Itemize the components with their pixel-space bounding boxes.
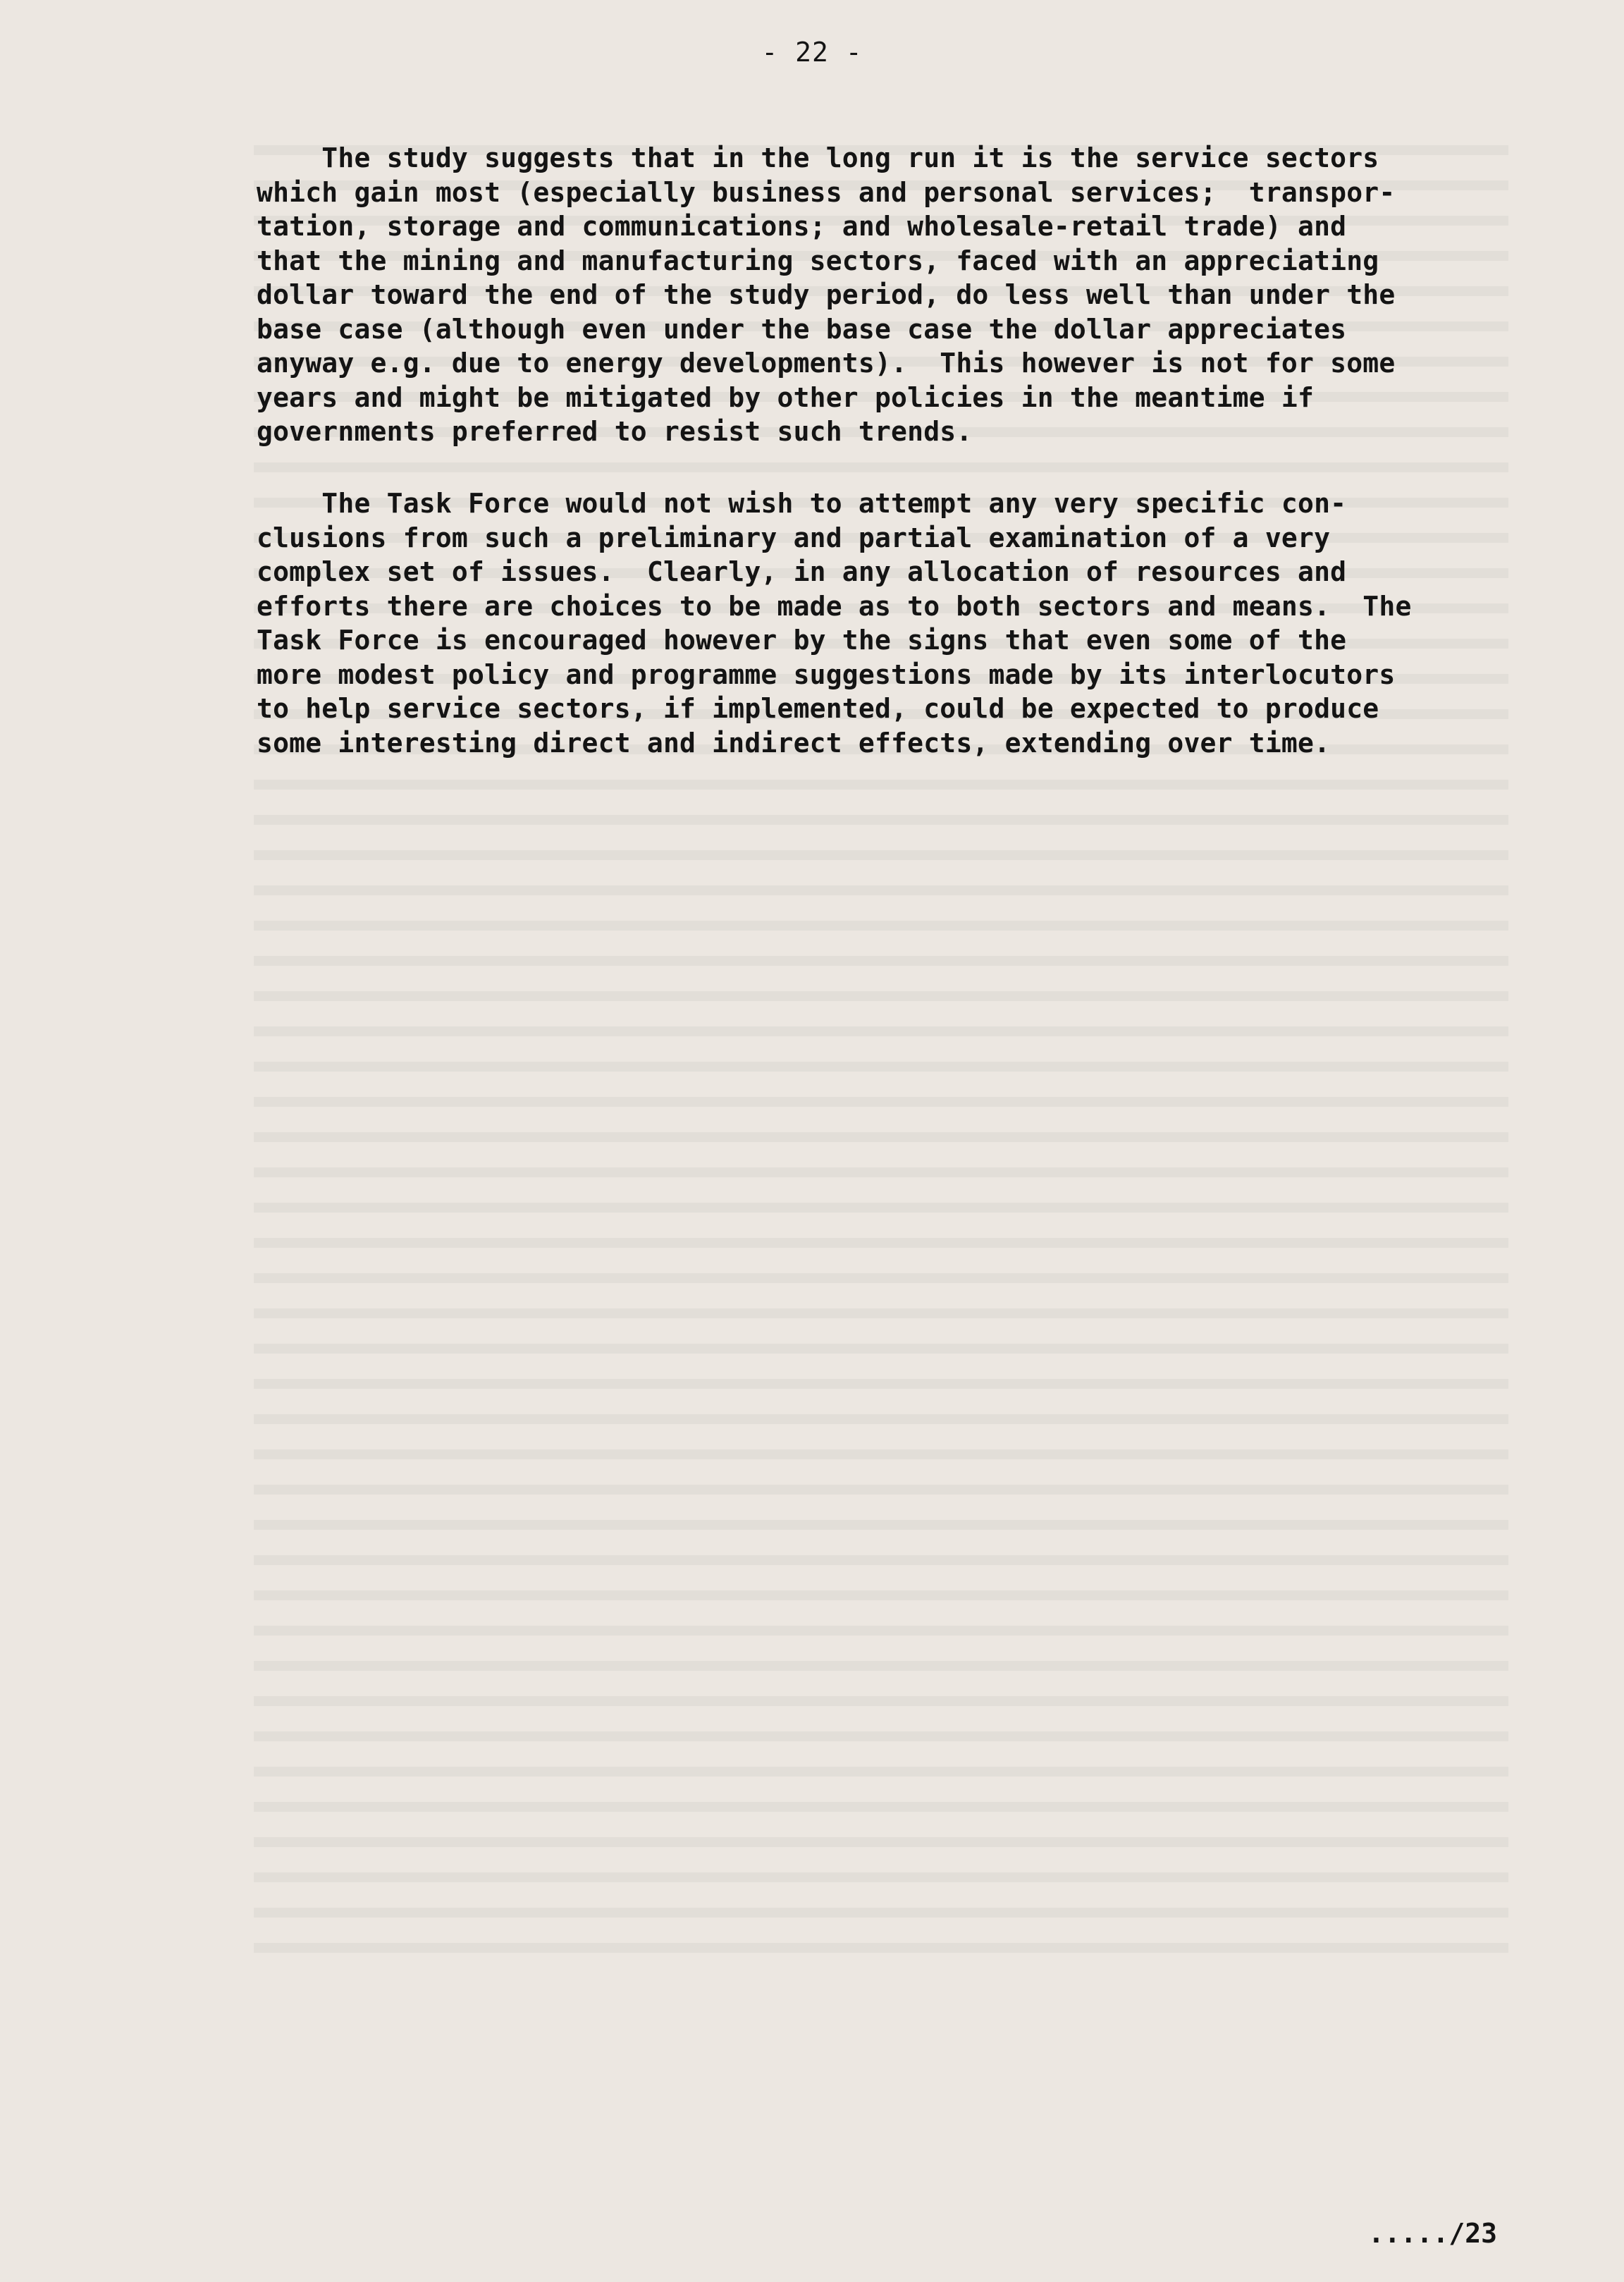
text-line: more modest policy and programme suggestions made by its interlocutors [257,658,1396,690]
page-number: - 22 - [761,37,863,68]
text-line: governments preferred to resist such trends. [257,416,973,447]
text-line: some interesting direct and indirect effects, extending over time. [257,727,1331,759]
text-line: clusions from such a preliminary and partial examination of a very [257,522,1331,553]
text-line: dollar toward the end of the study period, do less well than under the [257,279,1396,310]
text-line: to help service sectors, if implemented, could be expected to produce [257,693,1379,724]
paragraph-1 [257,141,1497,449]
text-line: that the mining and manufacturing sectors, faced with an appreciating [257,245,1379,276]
text-line: The study suggests that in the long run it is the service sectors [257,142,1379,173]
text-line: Task Force is encouraged however by the signs that even some of the [257,625,1347,656]
text-line: complex set of issues. Clearly, in any allocation of resources and [257,556,1347,587]
text-line: base case (although even under the base case the dollar appreciates [257,313,1347,345]
text-line: The Task Force would not wish to attempt any very specific con- [257,488,1347,519]
paragraph-2 [257,486,1497,760]
text-line: tation, storage and communications; and wholesale-retail trade) and [257,211,1347,242]
text-line: efforts there are choices to be made as to both sectors and means. The [257,590,1412,622]
text-line: years and might be mitigated by other policies in the meantime if [257,381,1315,413]
text-line: anyway e.g. due to energy developments). This however is not for some [257,348,1396,379]
continuation-reference: ...../23 [1367,2218,1497,2249]
text-line: which gain most (especially business and personal services; transpor- [257,176,1396,208]
